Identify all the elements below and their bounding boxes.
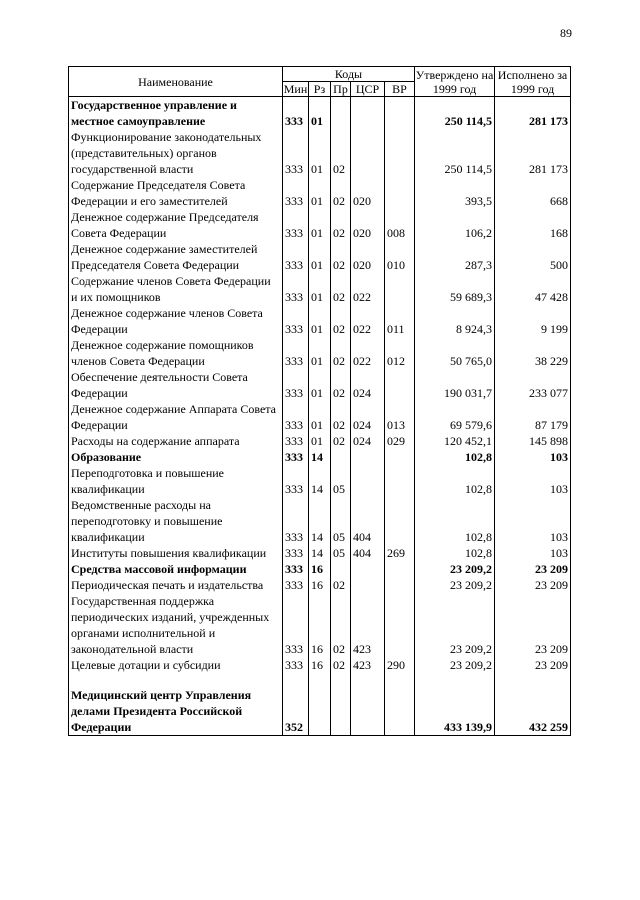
table-row bbox=[69, 177, 571, 209]
cell-min: 333 bbox=[283, 305, 309, 337]
cell-approved: 106,2 bbox=[415, 209, 495, 241]
cell-csr: 020 bbox=[351, 241, 385, 273]
table-row bbox=[69, 433, 571, 449]
cell-min: 333 bbox=[283, 561, 309, 577]
cell-executed: 668 bbox=[495, 177, 571, 209]
cell-executed: 103 bbox=[495, 465, 571, 497]
cell-csr: 024 bbox=[351, 433, 385, 449]
cell-rz: 01 bbox=[309, 401, 331, 433]
cell-name: Функционирование законодательных (представительных) органов государственной власти bbox=[69, 129, 283, 177]
cell-vr bbox=[385, 593, 415, 657]
cell-approved: 23 209,2 bbox=[415, 577, 495, 593]
cell-vr: 290 bbox=[385, 657, 415, 673]
cell-pr: 02 bbox=[331, 593, 351, 657]
header-vr: ВР bbox=[385, 82, 415, 97]
cell-rz: 01 bbox=[309, 433, 331, 449]
cell-csr: 020 bbox=[351, 177, 385, 209]
cell-approved: 8 924,3 bbox=[415, 305, 495, 337]
cell-approved: 250 114,5 bbox=[415, 97, 495, 130]
cell-vr bbox=[385, 129, 415, 177]
cell-rz bbox=[309, 687, 331, 736]
cell-approved: 23 209,2 bbox=[415, 561, 495, 577]
cell-min: 333 bbox=[283, 97, 309, 130]
cell-executed: 500 bbox=[495, 241, 571, 273]
cell-csr bbox=[351, 561, 385, 577]
spacer-cell bbox=[385, 673, 415, 687]
page-number: 89 bbox=[560, 26, 572, 40]
cell-vr bbox=[385, 177, 415, 209]
table-row bbox=[69, 273, 571, 305]
header-rz: Рз bbox=[309, 82, 331, 97]
cell-min: 333 bbox=[283, 209, 309, 241]
cell-approved: 120 452,1 bbox=[415, 433, 495, 449]
table-row bbox=[69, 449, 571, 465]
cell-approved: 190 031,7 bbox=[415, 369, 495, 401]
cell-rz: 01 bbox=[309, 369, 331, 401]
header-csr: ЦСР bbox=[351, 82, 385, 97]
spacer-cell bbox=[415, 673, 495, 687]
cell-pr: 02 bbox=[331, 337, 351, 369]
cell-rz: 01 bbox=[309, 177, 331, 209]
cell-approved: 102,8 bbox=[415, 545, 495, 561]
cell-approved: 50 765,0 bbox=[415, 337, 495, 369]
cell-executed: 87 179 bbox=[495, 401, 571, 433]
cell-name: Содержание членов Совета Федерации и их помощников bbox=[69, 273, 283, 305]
cell-min: 333 bbox=[283, 241, 309, 273]
table-row bbox=[69, 369, 571, 401]
cell-name: Медицинский центр Управления делами Президента Российской Федерации bbox=[69, 687, 283, 736]
cell-csr: 022 bbox=[351, 305, 385, 337]
cell-min: 333 bbox=[283, 449, 309, 465]
table-body bbox=[69, 97, 571, 736]
cell-executed: 23 209 bbox=[495, 577, 571, 593]
cell-pr: 02 bbox=[331, 369, 351, 401]
cell-rz: 01 bbox=[309, 241, 331, 273]
header-min: Мин bbox=[283, 82, 308, 96]
cell-rz: 01 bbox=[309, 209, 331, 241]
cell-name: Средства массовой информации bbox=[69, 561, 283, 577]
cell-vr: 029 bbox=[385, 433, 415, 449]
cell-vr: 011 bbox=[385, 305, 415, 337]
cell-approved: 59 689,3 bbox=[415, 273, 495, 305]
cell-name: Расходы на содержание аппарата bbox=[69, 433, 283, 449]
cell-executed: 281 173 bbox=[495, 129, 571, 177]
table-row bbox=[69, 97, 571, 130]
cell-pr: 02 bbox=[331, 209, 351, 241]
table-row bbox=[69, 673, 571, 687]
cell-pr: 05 bbox=[331, 545, 351, 561]
cell-vr bbox=[385, 273, 415, 305]
table-row bbox=[69, 687, 571, 736]
cell-name: Государственная поддержка периодических изданий, учрежденных органами исполнительной и законодательной власти bbox=[69, 593, 283, 657]
cell-pr: 02 bbox=[331, 577, 351, 593]
spacer-cell bbox=[351, 673, 385, 687]
cell-min: 333 bbox=[283, 401, 309, 433]
cell-name: Денежное содержание Аппарата Совета Федерации bbox=[69, 401, 283, 433]
cell-csr bbox=[351, 577, 385, 593]
cell-csr: 404 bbox=[351, 545, 385, 561]
table-row bbox=[69, 209, 571, 241]
cell-rz: 01 bbox=[309, 97, 331, 130]
cell-approved: 102,8 bbox=[415, 465, 495, 497]
cell-min: 333 bbox=[283, 577, 309, 593]
cell-csr: 404 bbox=[351, 497, 385, 545]
table-row bbox=[69, 577, 571, 593]
cell-csr: 020 bbox=[351, 209, 385, 241]
cell-min: 333 bbox=[283, 273, 309, 305]
cell-name: Денежное содержание помощников членов Совета Федерации bbox=[69, 337, 283, 369]
cell-pr: 02 bbox=[331, 273, 351, 305]
cell-min: 333 bbox=[283, 657, 309, 673]
cell-executed: 47 428 bbox=[495, 273, 571, 305]
cell-rz: 14 bbox=[309, 497, 331, 545]
spacer-cell bbox=[283, 673, 309, 687]
cell-vr: 269 bbox=[385, 545, 415, 561]
cell-min: 352 bbox=[283, 687, 309, 736]
cell-rz: 01 bbox=[309, 305, 331, 337]
cell-min: 333 bbox=[283, 177, 309, 209]
spacer-cell bbox=[331, 673, 351, 687]
cell-min: 333 bbox=[283, 369, 309, 401]
cell-rz: 16 bbox=[309, 577, 331, 593]
cell-csr bbox=[351, 687, 385, 736]
cell-name: Ведомственные расходы на переподготовку и повышение квалификации bbox=[69, 497, 283, 545]
cell-csr: 022 bbox=[351, 337, 385, 369]
cell-approved: 393,5 bbox=[415, 177, 495, 209]
cell-executed: 9 199 bbox=[495, 305, 571, 337]
cell-approved: 102,8 bbox=[415, 497, 495, 545]
cell-vr: 012 bbox=[385, 337, 415, 369]
cell-min: 333 bbox=[283, 465, 309, 497]
table-row bbox=[69, 337, 571, 369]
cell-csr: 423 bbox=[351, 593, 385, 657]
cell-approved: 69 579,6 bbox=[415, 401, 495, 433]
spacer-cell bbox=[69, 673, 283, 687]
cell-min: 333 bbox=[283, 593, 309, 657]
cell-min: 333 bbox=[283, 545, 309, 561]
cell-csr bbox=[351, 465, 385, 497]
table-row bbox=[69, 561, 571, 577]
cell-name: Государственное управление и местное самоуправление bbox=[69, 97, 283, 130]
cell-name: Обеспечение деятельности Совета Федерации bbox=[69, 369, 283, 401]
cell-rz: 16 bbox=[309, 561, 331, 577]
spacer-cell bbox=[309, 673, 331, 687]
cell-name: Образование bbox=[69, 449, 283, 465]
cell-approved: 250 114,5 bbox=[415, 129, 495, 177]
cell-vr: 008 bbox=[385, 209, 415, 241]
cell-approved: 23 209,2 bbox=[415, 657, 495, 673]
table-row bbox=[69, 129, 571, 177]
cell-executed: 23 209 bbox=[495, 657, 571, 673]
cell-vr bbox=[385, 561, 415, 577]
cell-name: Содержание Председателя Совета Федерации и его заместителей bbox=[69, 177, 283, 209]
cell-min: 333 bbox=[283, 129, 309, 177]
cell-executed: 103 bbox=[495, 545, 571, 561]
cell-csr bbox=[351, 129, 385, 177]
cell-executed: 103 bbox=[495, 449, 571, 465]
cell-pr: 02 bbox=[331, 305, 351, 337]
cell-pr bbox=[331, 97, 351, 130]
cell-pr: 02 bbox=[331, 657, 351, 673]
cell-name: Периодическая печать и издательства bbox=[69, 577, 283, 593]
cell-pr: 02 bbox=[331, 241, 351, 273]
cell-approved: 287,3 bbox=[415, 241, 495, 273]
cell-csr bbox=[351, 449, 385, 465]
cell-rz: 14 bbox=[309, 449, 331, 465]
header-approved: Утверждено на 1999 год bbox=[415, 67, 494, 96]
budget-table bbox=[68, 66, 571, 736]
cell-executed: 38 229 bbox=[495, 337, 571, 369]
cell-pr bbox=[331, 561, 351, 577]
cell-name: Целевые дотации и субсидии bbox=[69, 657, 283, 673]
cell-executed: 145 898 bbox=[495, 433, 571, 449]
cell-name: Денежное содержание Председателя Совета Федерации bbox=[69, 209, 283, 241]
cell-min: 333 bbox=[283, 497, 309, 545]
cell-name: Переподготовка и повышение квалификации bbox=[69, 465, 283, 497]
cell-rz: 16 bbox=[309, 657, 331, 673]
table-row bbox=[69, 657, 571, 673]
cell-vr bbox=[385, 369, 415, 401]
table-row bbox=[69, 465, 571, 497]
cell-csr bbox=[351, 97, 385, 130]
cell-vr bbox=[385, 97, 415, 130]
header-name: Наименование bbox=[69, 67, 283, 97]
cell-vr: 013 bbox=[385, 401, 415, 433]
table-row bbox=[69, 305, 571, 337]
cell-pr: 02 bbox=[331, 129, 351, 177]
cell-min: 333 bbox=[283, 337, 309, 369]
cell-approved: 433 139,9 bbox=[415, 687, 495, 736]
cell-vr bbox=[385, 577, 415, 593]
cell-min: 333 bbox=[283, 433, 309, 449]
cell-name: Денежное содержание заместителей Председателя Совета Федерации bbox=[69, 241, 283, 273]
spacer-cell bbox=[495, 673, 571, 687]
cell-pr: 05 bbox=[331, 465, 351, 497]
cell-vr: 010 bbox=[385, 241, 415, 273]
header-codes: Коды bbox=[283, 67, 415, 82]
cell-vr bbox=[385, 687, 415, 736]
cell-name: Институты повышения квалификации bbox=[69, 545, 283, 561]
table-row bbox=[69, 241, 571, 273]
cell-vr bbox=[385, 449, 415, 465]
cell-pr: 05 bbox=[331, 497, 351, 545]
cell-executed: 168 bbox=[495, 209, 571, 241]
table-row bbox=[69, 401, 571, 433]
cell-vr bbox=[385, 465, 415, 497]
cell-csr: 423 bbox=[351, 657, 385, 673]
cell-rz: 01 bbox=[309, 129, 331, 177]
cell-name: Денежное содержание членов Совета Федерации bbox=[69, 305, 283, 337]
cell-executed: 432 259 bbox=[495, 687, 571, 736]
table-row bbox=[69, 545, 571, 561]
header-executed: Исполнено за 1999 год bbox=[495, 67, 571, 97]
cell-pr: 02 bbox=[331, 401, 351, 433]
cell-rz: 01 bbox=[309, 273, 331, 305]
cell-pr: 02 bbox=[331, 433, 351, 449]
cell-executed: 103 bbox=[495, 497, 571, 545]
cell-executed: 23 209 bbox=[495, 561, 571, 577]
cell-vr bbox=[385, 497, 415, 545]
cell-rz: 14 bbox=[309, 545, 331, 561]
cell-executed: 233 077 bbox=[495, 369, 571, 401]
cell-rz: 16 bbox=[309, 593, 331, 657]
cell-pr bbox=[331, 687, 351, 736]
cell-csr: 024 bbox=[351, 401, 385, 433]
cell-pr bbox=[331, 449, 351, 465]
cell-pr: 02 bbox=[331, 177, 351, 209]
cell-rz: 01 bbox=[309, 337, 331, 369]
cell-executed: 281 173 bbox=[495, 97, 571, 130]
cell-approved: 102,8 bbox=[415, 449, 495, 465]
table-row bbox=[69, 497, 571, 545]
table-row bbox=[69, 593, 571, 657]
cell-rz: 14 bbox=[309, 465, 331, 497]
cell-approved: 23 209,2 bbox=[415, 593, 495, 657]
header-pr: Пр bbox=[331, 82, 351, 97]
cell-csr: 022 bbox=[351, 273, 385, 305]
cell-executed: 23 209 bbox=[495, 593, 571, 657]
cell-csr: 024 bbox=[351, 369, 385, 401]
